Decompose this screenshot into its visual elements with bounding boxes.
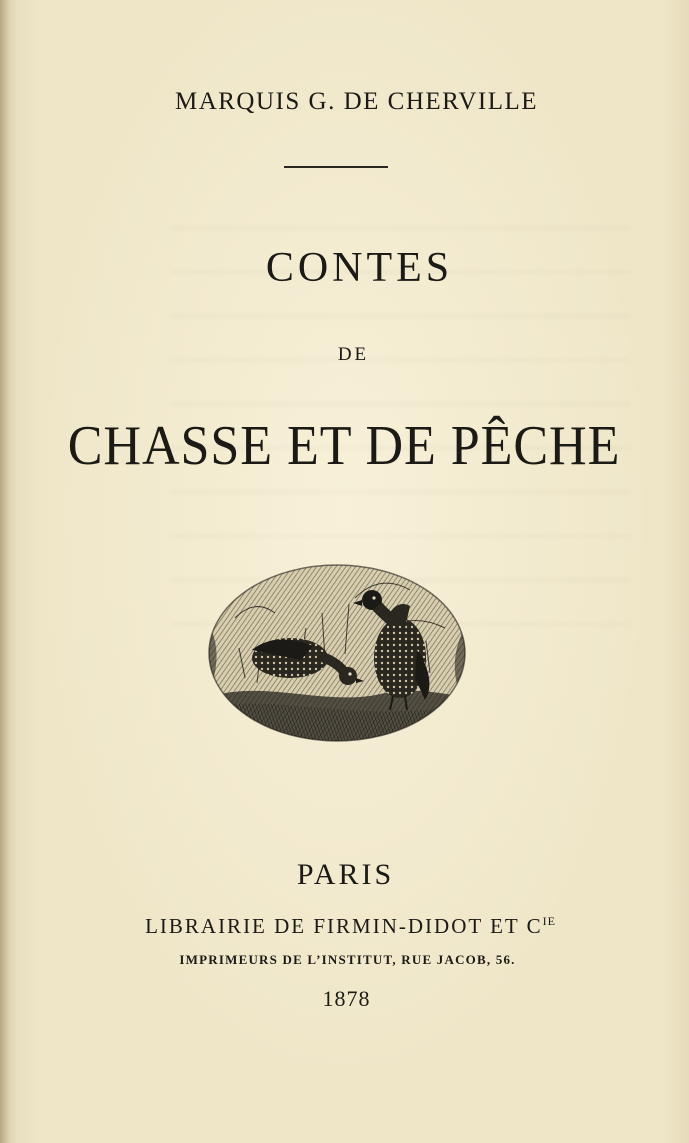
title-line-de: DE	[337, 344, 370, 365]
publication-year: 1878	[322, 986, 371, 1011]
partridges-engraving-icon	[205, 558, 470, 748]
printers-line: IMPRIMEURS DE L’INSTITUT, RUE JACOB, 56.	[179, 952, 516, 967]
publication-place: PARIS	[296, 858, 395, 891]
publisher-name: LIBRAIRIE DE FIRMIN-DIDOT ET C	[145, 914, 543, 938]
author-name: MARQUIS G. DE CHERVILLE	[174, 88, 539, 115]
page-edge-shadow	[0, 0, 10, 1143]
publisher-suffix: IE	[542, 914, 556, 928]
title-line-main: CHASSE ET DE PÊCHE	[67, 415, 621, 477]
publisher-line	[0, 914, 689, 939]
title-line-contes: CONTES	[265, 245, 454, 291]
divider-rule	[284, 166, 388, 168]
